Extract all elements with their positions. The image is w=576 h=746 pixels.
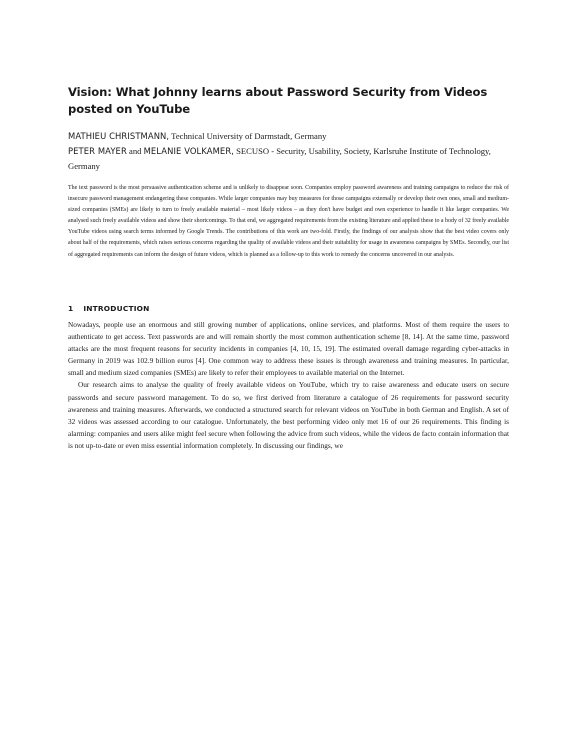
paper-content (68, 84, 509, 452)
section-title: INTRODUCTION (83, 303, 150, 313)
author-and: and (126, 146, 144, 156)
paper-title: Vision: What Johnny learns about Password Security from Videos posted on YouTube (68, 85, 488, 116)
abstract: The text password is the most persuasive authentication scheme and is unlikely to disappear soon. Companies employ password awareness and training campaigns to reduce the risk of insecure password management endangering these companies. While larger companies may buy measures for those campaigns externally or develop their own ones, small and medium-sized companies (SMEs) are likely to turn to freely available material – most likely videos – as they don't have budget and own experience to handle it like larger companies. We analysed such freely available videos and show their shortcomings. To that end, we aggregated requirements from the existing literature and applied these to a body of 32 freely available YouTube videos using search terms informed by Google Trends. The contributions of this work are two-fold. Firstly, the findings of our analysis show that the best video covers only about half of the requirements, which raises serious concerns regarding the quality of available videos and their suitability for usage in awareness campaigns by SMEs. Secondly, our list of aggregated requirements can inform the design of future videos, which is planned as a follow-up to this work to remedy the concerns uncovered in our analysis. (68, 185, 510, 258)
intro-paragraph-2: Our research aims to analyse the quality of freely available videos on YouTube, which try to raise awareness and educate users on secure passwords and secure password management. To do so, we first derived from literature a catalogue of 26 requirements for password security awareness and training measures. Afterwards, we conducted a structured search for relevant videos on YouTube in both German and English. A set of 32 videos was assessed according to our catalogue. Unfortunately, the best performing video only met 16 of our 26 requirements. This finding is alarming: companies and users alike might feel secure when following the advice from such videos, while the videos de facto contain information that is not up-to-date or even miss essential information completely. In discussing our findings, we (68, 380, 509, 451)
author-block (68, 129, 509, 174)
intro-paragraph-1: Nowadays, people use an enormous and still growing number of applications, online services, and platforms. Most of them require the users to authenticate to get access. Text passwords are and will remain shortly the most common authentication scheme [8, 14]. At the same time, password attacks are the most frequent reasons for security incidents in companies [4, 10, 15, 19]. The estimated overall damage regarding cyber-attacks in Germany in 2019 was 102.9 billion euros [4]. One common way to address these issues is through awareness and training measures. In particular, small and medium sized companies (SMEs) are likely to refer their employees to available material on the Internet. (68, 319, 509, 378)
section-number: 1 (68, 303, 74, 313)
section-heading-introduction (68, 303, 509, 315)
author-names-2b: MELANIE VOLKAMER, (143, 146, 234, 156)
author-names-2a: PETER MAYER (68, 146, 127, 156)
author-affiliation-1: Technical University of Darmstadt, Germany (169, 131, 327, 141)
author-names-1: MATHIEU CHRISTMANN, (68, 131, 170, 141)
author-affiliation-2: SECUSO - Security, Usability, Society, Karlsruhe Institute of Technology, Germany (68, 146, 491, 171)
